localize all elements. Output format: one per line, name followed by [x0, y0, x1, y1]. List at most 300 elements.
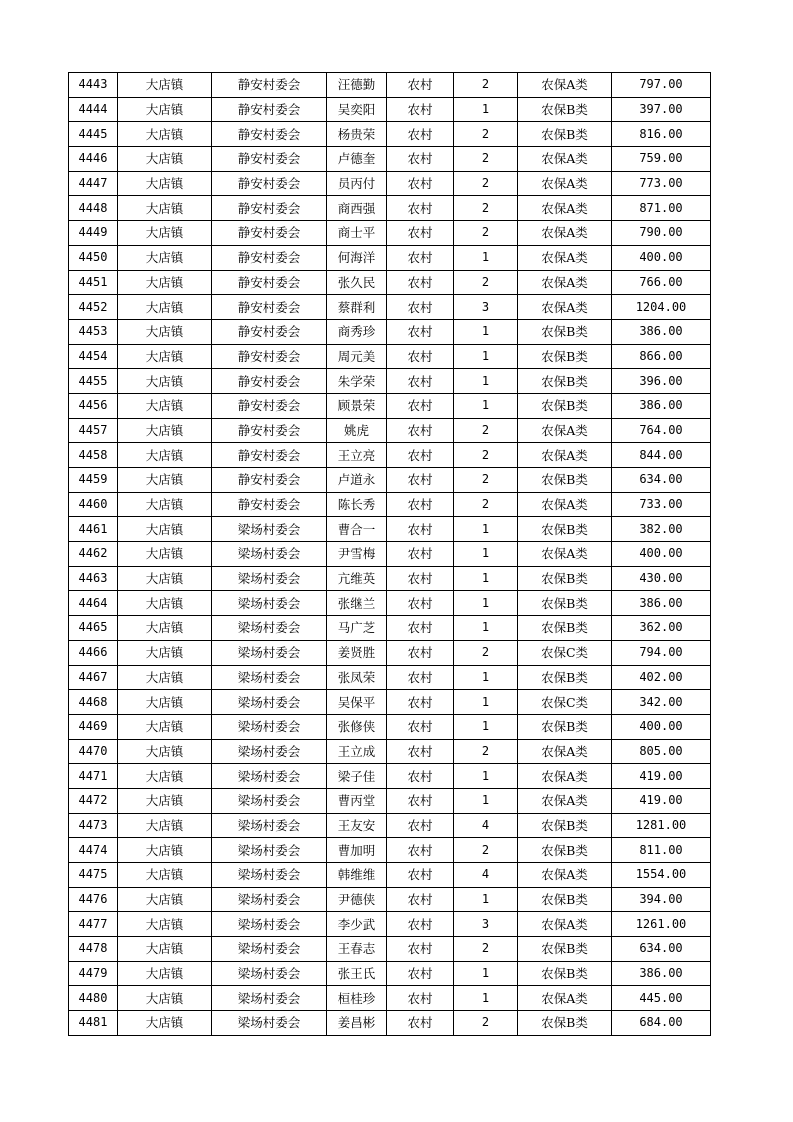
amount-cell: 1554.00 — [612, 863, 711, 888]
town-cell: 大店镇 — [118, 887, 212, 912]
member-count-cell: 1 — [454, 319, 518, 344]
household-type-cell: 农村 — [387, 418, 454, 443]
household-type-cell: 农村 — [387, 616, 454, 641]
village-committee-cell: 梁场村委会 — [212, 616, 327, 641]
insurance-category-cell: 农保A类 — [518, 418, 612, 443]
amount-cell: 362.00 — [612, 616, 711, 641]
table-row — [69, 443, 711, 468]
member-count-cell: 2 — [454, 492, 518, 517]
table-row — [69, 492, 711, 517]
insurance-category-cell: 农保C类 — [518, 640, 612, 665]
insurance-category-cell: 农保A类 — [518, 542, 612, 567]
member-count-cell: 2 — [454, 937, 518, 962]
table-row — [69, 73, 711, 98]
town-cell: 大店镇 — [118, 147, 212, 172]
household-type-cell: 农村 — [387, 788, 454, 813]
household-type-cell: 农村 — [387, 591, 454, 616]
amount-cell: 394.00 — [612, 887, 711, 912]
row-id-cell: 4462 — [69, 542, 118, 567]
member-count-cell: 1 — [454, 566, 518, 591]
village-committee-cell: 静安村委会 — [212, 319, 327, 344]
town-cell: 大店镇 — [118, 961, 212, 986]
person-name-cell: 韩维维 — [327, 863, 387, 888]
household-type-cell: 农村 — [387, 1011, 454, 1036]
row-id-cell: 4445 — [69, 122, 118, 147]
row-id-cell: 4449 — [69, 221, 118, 246]
member-count-cell: 2 — [454, 838, 518, 863]
insurance-category-cell: 农保B类 — [518, 319, 612, 344]
row-id-cell: 4479 — [69, 961, 118, 986]
row-id-cell: 4453 — [69, 319, 118, 344]
amount-cell: 805.00 — [612, 739, 711, 764]
amount-cell: 811.00 — [612, 838, 711, 863]
amount-cell: 400.00 — [612, 245, 711, 270]
member-count-cell: 1 — [454, 714, 518, 739]
table-body — [69, 73, 711, 1036]
town-cell: 大店镇 — [118, 863, 212, 888]
member-count-cell: 2 — [454, 270, 518, 295]
insurance-category-cell: 农保A类 — [518, 492, 612, 517]
household-type-cell: 农村 — [387, 813, 454, 838]
person-name-cell: 何海洋 — [327, 245, 387, 270]
row-id-cell: 4446 — [69, 147, 118, 172]
row-id-cell: 4460 — [69, 492, 118, 517]
member-count-cell: 2 — [454, 418, 518, 443]
row-id-cell: 4450 — [69, 245, 118, 270]
amount-cell: 419.00 — [612, 788, 711, 813]
town-cell: 大店镇 — [118, 542, 212, 567]
insurance-category-cell: 农保A类 — [518, 196, 612, 221]
person-name-cell: 马广芝 — [327, 616, 387, 641]
insurance-category-cell: 农保B类 — [518, 887, 612, 912]
person-name-cell: 尹雪梅 — [327, 542, 387, 567]
amount-cell: 764.00 — [612, 418, 711, 443]
table-row — [69, 171, 711, 196]
member-count-cell: 4 — [454, 863, 518, 888]
village-committee-cell: 梁场村委会 — [212, 640, 327, 665]
village-committee-cell: 梁场村委会 — [212, 739, 327, 764]
person-name-cell: 朱学荣 — [327, 369, 387, 394]
household-type-cell: 农村 — [387, 863, 454, 888]
person-name-cell: 尹德侠 — [327, 887, 387, 912]
town-cell: 大店镇 — [118, 319, 212, 344]
insurance-category-cell: 农保A类 — [518, 73, 612, 98]
household-type-cell: 农村 — [387, 566, 454, 591]
village-committee-cell: 静安村委会 — [212, 369, 327, 394]
village-committee-cell: 静安村委会 — [212, 171, 327, 196]
insurance-category-cell: 农保B类 — [518, 97, 612, 122]
person-name-cell: 顾景荣 — [327, 393, 387, 418]
member-count-cell: 1 — [454, 245, 518, 270]
household-type-cell: 农村 — [387, 887, 454, 912]
insurance-category-cell: 农保B类 — [518, 566, 612, 591]
member-count-cell: 2 — [454, 443, 518, 468]
amount-cell: 634.00 — [612, 468, 711, 493]
member-count-cell: 3 — [454, 912, 518, 937]
household-type-cell: 农村 — [387, 73, 454, 98]
insurance-category-cell: 农保A类 — [518, 739, 612, 764]
village-committee-cell: 静安村委会 — [212, 245, 327, 270]
town-cell: 大店镇 — [118, 912, 212, 937]
household-type-cell: 农村 — [387, 542, 454, 567]
row-id-cell: 4477 — [69, 912, 118, 937]
row-id-cell: 4443 — [69, 73, 118, 98]
table-row — [69, 764, 711, 789]
person-name-cell: 张久民 — [327, 270, 387, 295]
person-name-cell: 吴保平 — [327, 690, 387, 715]
row-id-cell: 4469 — [69, 714, 118, 739]
town-cell: 大店镇 — [118, 196, 212, 221]
person-name-cell: 李少武 — [327, 912, 387, 937]
row-id-cell: 4481 — [69, 1011, 118, 1036]
insurance-category-cell: 农保A类 — [518, 912, 612, 937]
household-type-cell: 农村 — [387, 147, 454, 172]
town-cell: 大店镇 — [118, 714, 212, 739]
row-id-cell: 4480 — [69, 986, 118, 1011]
person-name-cell: 姜昌彬 — [327, 1011, 387, 1036]
member-count-cell: 2 — [454, 147, 518, 172]
town-cell: 大店镇 — [118, 492, 212, 517]
person-name-cell: 张王氏 — [327, 961, 387, 986]
table-row — [69, 788, 711, 813]
insurance-category-cell: 农保B类 — [518, 665, 612, 690]
row-id-cell: 4456 — [69, 393, 118, 418]
person-name-cell: 亢维英 — [327, 566, 387, 591]
amount-cell: 766.00 — [612, 270, 711, 295]
member-count-cell: 1 — [454, 665, 518, 690]
member-count-cell: 1 — [454, 616, 518, 641]
insurance-category-cell: 农保B类 — [518, 591, 612, 616]
household-type-cell: 农村 — [387, 369, 454, 394]
table-row — [69, 147, 711, 172]
amount-cell: 794.00 — [612, 640, 711, 665]
amount-cell: 1261.00 — [612, 912, 711, 937]
insurance-category-cell: 农保A类 — [518, 295, 612, 320]
insurance-category-cell: 农保B类 — [518, 517, 612, 542]
member-count-cell: 1 — [454, 344, 518, 369]
village-committee-cell: 静安村委会 — [212, 468, 327, 493]
insurance-category-cell: 农保B类 — [518, 961, 612, 986]
insurance-category-cell: 农保A类 — [518, 245, 612, 270]
village-committee-cell: 梁场村委会 — [212, 986, 327, 1011]
town-cell: 大店镇 — [118, 295, 212, 320]
town-cell: 大店镇 — [118, 517, 212, 542]
member-count-cell: 1 — [454, 517, 518, 542]
member-count-cell: 2 — [454, 73, 518, 98]
town-cell: 大店镇 — [118, 937, 212, 962]
insurance-category-cell: 农保B类 — [518, 393, 612, 418]
amount-cell: 397.00 — [612, 97, 711, 122]
table-row — [69, 591, 711, 616]
household-type-cell: 农村 — [387, 171, 454, 196]
household-type-cell: 农村 — [387, 270, 454, 295]
insurance-category-cell: 农保B类 — [518, 1011, 612, 1036]
person-name-cell: 卢道永 — [327, 468, 387, 493]
town-cell: 大店镇 — [118, 788, 212, 813]
amount-cell: 790.00 — [612, 221, 711, 246]
member-count-cell: 2 — [454, 221, 518, 246]
table-row — [69, 418, 711, 443]
village-committee-cell: 梁场村委会 — [212, 863, 327, 888]
member-count-cell: 2 — [454, 640, 518, 665]
town-cell: 大店镇 — [118, 245, 212, 270]
household-type-cell: 农村 — [387, 665, 454, 690]
town-cell: 大店镇 — [118, 468, 212, 493]
amount-cell: 1281.00 — [612, 813, 711, 838]
amount-cell: 386.00 — [612, 591, 711, 616]
insurance-category-cell: 农保C类 — [518, 690, 612, 715]
town-cell: 大店镇 — [118, 122, 212, 147]
table-row — [69, 468, 711, 493]
insurance-category-cell: 农保B类 — [518, 468, 612, 493]
amount-cell: 386.00 — [612, 319, 711, 344]
member-count-cell: 1 — [454, 393, 518, 418]
village-committee-cell: 静安村委会 — [212, 97, 327, 122]
amount-cell: 759.00 — [612, 147, 711, 172]
row-id-cell: 4454 — [69, 344, 118, 369]
row-id-cell: 4461 — [69, 517, 118, 542]
row-id-cell: 4472 — [69, 788, 118, 813]
person-name-cell: 商西强 — [327, 196, 387, 221]
household-type-cell: 农村 — [387, 443, 454, 468]
amount-cell: 797.00 — [612, 73, 711, 98]
amount-cell: 430.00 — [612, 566, 711, 591]
person-name-cell: 王立亮 — [327, 443, 387, 468]
village-committee-cell: 静安村委会 — [212, 418, 327, 443]
row-id-cell: 4465 — [69, 616, 118, 641]
household-type-cell: 农村 — [387, 295, 454, 320]
row-id-cell: 4448 — [69, 196, 118, 221]
person-name-cell: 商士平 — [327, 221, 387, 246]
person-name-cell: 王春志 — [327, 937, 387, 962]
household-type-cell: 农村 — [387, 937, 454, 962]
amount-cell: 871.00 — [612, 196, 711, 221]
row-id-cell: 4455 — [69, 369, 118, 394]
person-name-cell: 张凤荣 — [327, 665, 387, 690]
household-type-cell: 农村 — [387, 690, 454, 715]
person-name-cell: 周元美 — [327, 344, 387, 369]
village-committee-cell: 梁场村委会 — [212, 714, 327, 739]
person-name-cell: 张继兰 — [327, 591, 387, 616]
insurance-category-cell: 农保A类 — [518, 788, 612, 813]
table-row — [69, 319, 711, 344]
row-id-cell: 4458 — [69, 443, 118, 468]
insurance-category-cell: 农保A类 — [518, 171, 612, 196]
household-type-cell: 农村 — [387, 468, 454, 493]
table-row — [69, 739, 711, 764]
amount-cell: 844.00 — [612, 443, 711, 468]
row-id-cell: 4478 — [69, 937, 118, 962]
amount-cell: 400.00 — [612, 542, 711, 567]
table-row — [69, 542, 711, 567]
member-count-cell: 2 — [454, 196, 518, 221]
table-row — [69, 566, 711, 591]
amount-cell: 402.00 — [612, 665, 711, 690]
benefit-table — [68, 72, 711, 1036]
village-committee-cell: 静安村委会 — [212, 147, 327, 172]
member-count-cell: 1 — [454, 788, 518, 813]
village-committee-cell: 梁场村委会 — [212, 665, 327, 690]
village-committee-cell: 梁场村委会 — [212, 887, 327, 912]
insurance-category-cell: 农保B类 — [518, 937, 612, 962]
row-id-cell: 4467 — [69, 665, 118, 690]
person-name-cell: 曹合一 — [327, 517, 387, 542]
town-cell: 大店镇 — [118, 616, 212, 641]
row-id-cell: 4447 — [69, 171, 118, 196]
insurance-category-cell: 农保A类 — [518, 764, 612, 789]
amount-cell: 396.00 — [612, 369, 711, 394]
amount-cell: 816.00 — [612, 122, 711, 147]
household-type-cell: 农村 — [387, 319, 454, 344]
village-committee-cell: 静安村委会 — [212, 393, 327, 418]
member-count-cell: 1 — [454, 887, 518, 912]
amount-cell: 342.00 — [612, 690, 711, 715]
member-count-cell: 2 — [454, 1011, 518, 1036]
person-name-cell: 吴奕阳 — [327, 97, 387, 122]
insurance-category-cell: 农保B类 — [518, 714, 612, 739]
village-committee-cell: 静安村委会 — [212, 295, 327, 320]
town-cell: 大店镇 — [118, 591, 212, 616]
person-name-cell: 卢德奎 — [327, 147, 387, 172]
member-count-cell: 2 — [454, 468, 518, 493]
table-row — [69, 863, 711, 888]
insurance-category-cell: 农保A类 — [518, 986, 612, 1011]
household-type-cell: 农村 — [387, 196, 454, 221]
row-id-cell: 4471 — [69, 764, 118, 789]
table-row — [69, 690, 711, 715]
table-row — [69, 295, 711, 320]
town-cell: 大店镇 — [118, 640, 212, 665]
member-count-cell: 1 — [454, 986, 518, 1011]
table-row — [69, 97, 711, 122]
town-cell: 大店镇 — [118, 418, 212, 443]
person-name-cell: 桓桂珍 — [327, 986, 387, 1011]
row-id-cell: 4476 — [69, 887, 118, 912]
household-type-cell: 农村 — [387, 393, 454, 418]
row-id-cell: 4451 — [69, 270, 118, 295]
insurance-category-cell: 农保B类 — [518, 369, 612, 394]
town-cell: 大店镇 — [118, 97, 212, 122]
member-count-cell: 4 — [454, 813, 518, 838]
household-type-cell: 农村 — [387, 122, 454, 147]
row-id-cell: 4459 — [69, 468, 118, 493]
person-name-cell: 王友安 — [327, 813, 387, 838]
village-committee-cell: 静安村委会 — [212, 196, 327, 221]
household-type-cell: 农村 — [387, 97, 454, 122]
insurance-category-cell: 农保B类 — [518, 813, 612, 838]
town-cell: 大店镇 — [118, 344, 212, 369]
town-cell: 大店镇 — [118, 270, 212, 295]
household-type-cell: 农村 — [387, 961, 454, 986]
village-committee-cell: 梁场村委会 — [212, 912, 327, 937]
person-name-cell: 姚虎 — [327, 418, 387, 443]
town-cell: 大店镇 — [118, 1011, 212, 1036]
insurance-category-cell: 农保B类 — [518, 122, 612, 147]
town-cell: 大店镇 — [118, 739, 212, 764]
insurance-category-cell: 农保A类 — [518, 443, 612, 468]
village-committee-cell: 梁场村委会 — [212, 1011, 327, 1036]
table-row — [69, 986, 711, 1011]
amount-cell: 866.00 — [612, 344, 711, 369]
amount-cell: 445.00 — [612, 986, 711, 1011]
town-cell: 大店镇 — [118, 566, 212, 591]
town-cell: 大店镇 — [118, 690, 212, 715]
household-type-cell: 农村 — [387, 492, 454, 517]
table-row — [69, 616, 711, 641]
member-count-cell: 1 — [454, 97, 518, 122]
person-name-cell: 商秀珍 — [327, 319, 387, 344]
row-id-cell: 4463 — [69, 566, 118, 591]
village-committee-cell: 梁场村委会 — [212, 788, 327, 813]
row-id-cell: 4468 — [69, 690, 118, 715]
village-committee-cell: 静安村委会 — [212, 73, 327, 98]
member-count-cell: 1 — [454, 591, 518, 616]
member-count-cell: 1 — [454, 542, 518, 567]
amount-cell: 382.00 — [612, 517, 711, 542]
person-name-cell: 员丙付 — [327, 171, 387, 196]
household-type-cell: 农村 — [387, 714, 454, 739]
amount-cell: 733.00 — [612, 492, 711, 517]
table-row — [69, 838, 711, 863]
amount-cell: 773.00 — [612, 171, 711, 196]
amount-cell: 386.00 — [612, 961, 711, 986]
village-committee-cell: 静安村委会 — [212, 443, 327, 468]
table-row — [69, 640, 711, 665]
table-row — [69, 961, 711, 986]
village-committee-cell: 梁场村委会 — [212, 591, 327, 616]
table-row — [69, 714, 711, 739]
amount-cell: 419.00 — [612, 764, 711, 789]
person-name-cell: 张修侠 — [327, 714, 387, 739]
row-id-cell: 4470 — [69, 739, 118, 764]
village-committee-cell: 梁场村委会 — [212, 937, 327, 962]
member-count-cell: 3 — [454, 295, 518, 320]
row-id-cell: 4444 — [69, 97, 118, 122]
table-row — [69, 1011, 711, 1036]
village-committee-cell: 静安村委会 — [212, 122, 327, 147]
village-committee-cell: 梁场村委会 — [212, 517, 327, 542]
person-name-cell: 姜贤胜 — [327, 640, 387, 665]
town-cell: 大店镇 — [118, 838, 212, 863]
amount-cell: 634.00 — [612, 937, 711, 962]
person-name-cell: 曹加明 — [327, 838, 387, 863]
table-row — [69, 813, 711, 838]
household-type-cell: 农村 — [387, 517, 454, 542]
member-count-cell: 2 — [454, 122, 518, 147]
row-id-cell: 4466 — [69, 640, 118, 665]
amount-cell: 1204.00 — [612, 295, 711, 320]
household-type-cell: 农村 — [387, 838, 454, 863]
member-count-cell: 1 — [454, 961, 518, 986]
insurance-category-cell: 农保A类 — [518, 221, 612, 246]
insurance-category-cell: 农保A类 — [518, 270, 612, 295]
household-type-cell: 农村 — [387, 912, 454, 937]
table-row — [69, 122, 711, 147]
household-type-cell: 农村 — [387, 245, 454, 270]
town-cell: 大店镇 — [118, 393, 212, 418]
table-row — [69, 369, 711, 394]
row-id-cell: 4464 — [69, 591, 118, 616]
insurance-category-cell: 农保B类 — [518, 616, 612, 641]
row-id-cell: 4452 — [69, 295, 118, 320]
insurance-category-cell: 农保B类 — [518, 344, 612, 369]
town-cell: 大店镇 — [118, 73, 212, 98]
town-cell: 大店镇 — [118, 665, 212, 690]
household-type-cell: 农村 — [387, 221, 454, 246]
household-type-cell: 农村 — [387, 344, 454, 369]
amount-cell: 684.00 — [612, 1011, 711, 1036]
village-committee-cell: 静安村委会 — [212, 344, 327, 369]
